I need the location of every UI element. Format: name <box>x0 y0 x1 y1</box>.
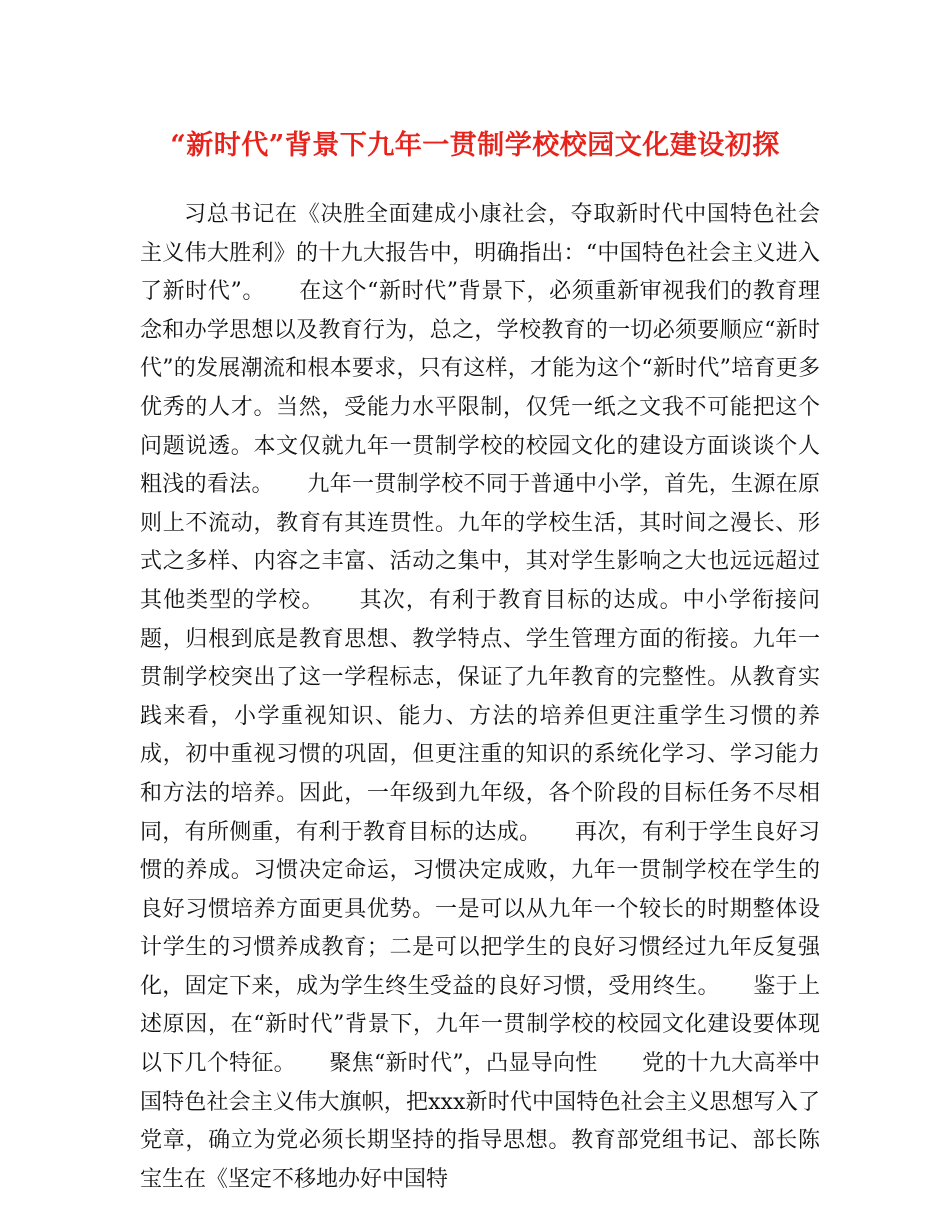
document-title: “新时代”背景下九年一贯制学校校园文化建设初探 <box>170 130 780 161</box>
document-body-paragraph: 习总书记在《决胜全面建成小康社会，夺取新时代中国特色社会主义伟大胜利》的十九大报告中，明确指出：“中国特色社会主义进入了新时代”。 在这个“新时代”背景下，必须重新审视我们的教育理念和办学思想以及教育行为，总之，学校教育的一切必须要顺应“新时代”的发展潮流和根本要求，只有这样，才能为这个“新时代”培育更多优秀的人才。当然，受能力水平限制，仅凭一纸之文我不可能把这个问题说透。本文仅就九年一贯制学校的校园文化的建设方面谈谈个人粗浅的看法。 九年一贯制学校不同于普通中小学，首先，生源在原则上不流动，教育有其连贯性。九年的学校生活，其时间之漫长、形式之多样、内容之丰富、活动之集中，其对学生影响之大也远远超过其他类型的学校。 其次，有利于教育目标的达成。中小学衔接问题，归根到底是教育思想、教学特点、学生管理方面的衔接。九年一贯制学校突出了这一学程标志，保证了九年教育的完整性。从教育实践来看，小学重视知识、能力、方法的培养但更注重学生习惯的养成，初中重视习惯的巩固，但更注重的知识的系统化学习、学习能力和方法的培养。因此，一年级到九年级，各个阶段的目标任务不尽相同，有所侧重，有利于教育目标的达成。 再次，有利于学生良好习惯的养成。习惯决定命运，习惯决定成败，九年一贯制学校在学生的良好习惯培养方面更具优势。一是可以从九年一个较长的时期整体设计学生的习惯养成教育；二是可以把学生的良好习惯经过九年反复强化，固定下来，成为学生终生受益的良好习惯，受用终生。 鉴于上述原因，在“新时代”背景下，九年一贯制学校的校园文化建设要体现以下几个特征。 聚焦“新时代”，凸显导向性 党的十九大高举中国特色社会主义伟大旗帜，把xxx新时代中国特色社会主义思想写入了党章，确立为党必须长期坚持的指导思想。教育部党组书记、部长陈宝生在《坚定不移地办好中国特 <box>140 202 820 1192</box>
